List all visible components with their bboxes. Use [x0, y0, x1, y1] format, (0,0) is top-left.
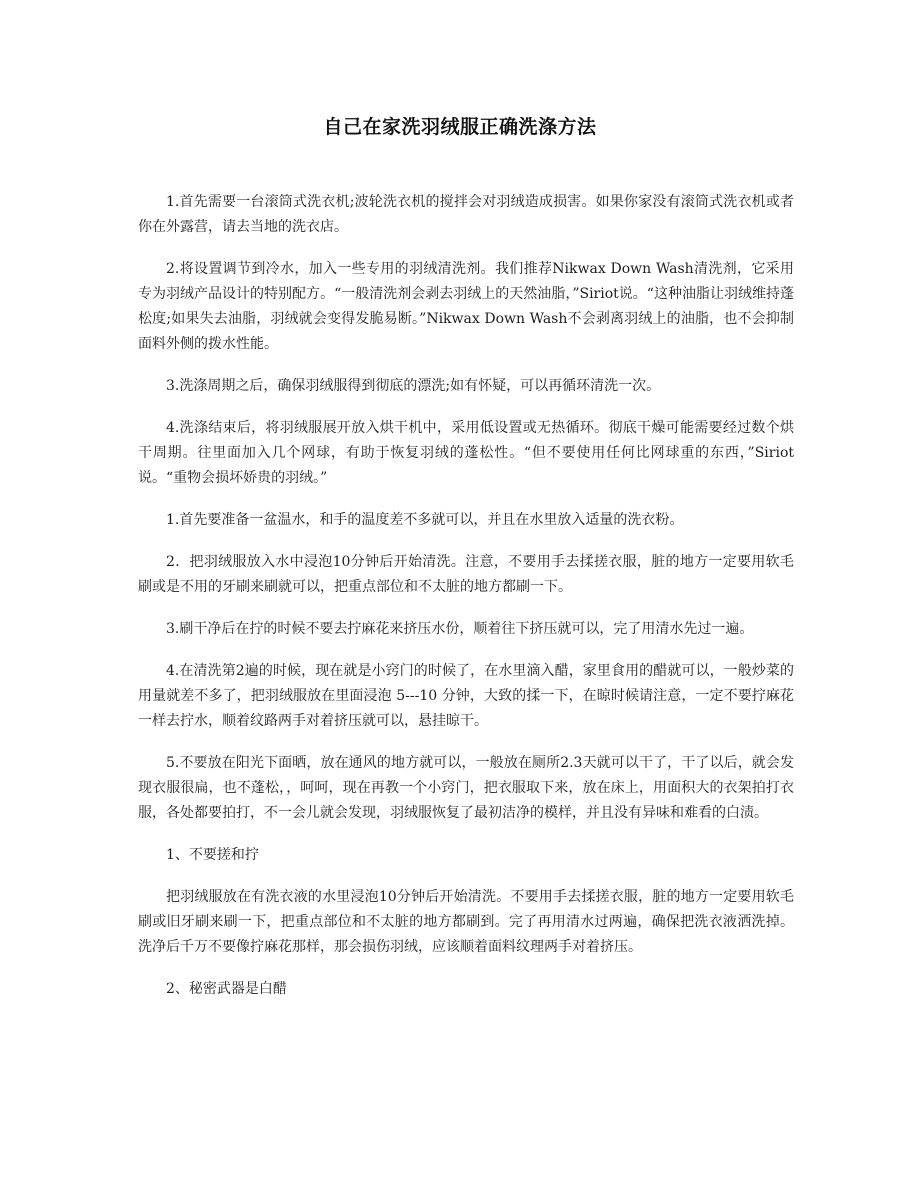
paragraph-drying: 4.洗涤结束后，将羽绒服展开放入烘干机中，采用低设置或无热循环。彻底干燥可能需要经过数个烘干周期。往里面加入几个网球，有助于恢复羽绒的蓬松性。“但不要使用任何比网球重的东西，”Siriot说。“重物会损坏娇贵的羽绒。” — [138, 420, 794, 486]
paragraph-washer-requirement: 1.首先需要一台滚筒式洗衣机;波轮洗衣机的搅拌会对羽绒造成损害。如果你家没有滚筒式洗衣机或者你在外露营，请去当地的洗衣店。 — [138, 194, 794, 235]
paragraph-hand-wash-step-2: 2．把羽绒服放入水中浸泡10分钟后开始清洗。注意，不要用手去揉搓衣服，脏的地方一定要用软毛刷或是不用的牙刷来刷就可以，把重点部位和不太脏的地方都刷一下。 — [138, 554, 794, 595]
paragraph-hand-wash-step-5: 5.不要放在阳光下面晒，放在通风的地方就可以，一般放在厕所2.3天就可以干了，干了以后，就会发现衣服很扁，也不蓬松，，呵呵，现在再教一个小窍门，把衣服取下来，放在床上，用面积大的衣架拍打衣服，各处都要拍打，不一会儿就会发现，羽绒服恢复了最初洁净的模样，并且没有异味和难看的白渍。 — [138, 755, 794, 821]
paragraph-detergent: 2.将设置调节到冷水，加入一些专用的羽绒清洗剂。我们推荐Nikwax Down Wash清洗剂，它采用专为羽绒产品设计的特别配方。“一般清洗剂会剥去羽绒上的天然油脂，”Siriot说。“这种油脂让羽绒维持蓬松度;如果失去油脂，羽绒就会变得发脆易断。”Nikwax Down Wash不会剥离羽绒上的油脂，也不会抑制面料外侧的拨水性能。 — [138, 261, 794, 352]
document-body — [138, 190, 794, 1019]
paragraph-rinse: 3.洗涤周期之后，确保羽绒服得到彻底的漂洗;如有怀疑，可以再循环清洗一次。 — [166, 378, 661, 394]
paragraph-hand-wash-step-3: 3.刷干净后在拧的时候不要去拧麻花来挤压水份，顺着往下挤压就可以，完了用清水先过一遍。 — [166, 621, 754, 637]
section-heading-no-scrub: 1、不要搓和拧 — [166, 847, 259, 863]
paragraph-hand-wash-step-4: 4.在清洗第2遍的时候，现在就是小窍门的时候了，在水里滴入醋，家里食用的醋就可以，一般炒菜的用量就差不多了，把羽绒服放在里面浸泡 5---10 分钟，大致的揉一下，在晾时候请注意，一定不要拧麻花一样去拧水，顺着纹路两手对着挤压就可以，悬挂晾干。 — [138, 663, 794, 729]
document-title: 自己在家洗羽绒服正确洗涤方法 — [323, 116, 597, 138]
section-heading-white-vinegar: 2、秘密武器是白醋 — [166, 981, 287, 997]
paragraph-no-scrub-detail: 把羽绒服放在有洗衣液的水里浸泡10分钟后开始清洗。不要用手去揉搓衣服，脏的地方一定要用软毛刷或旧牙刷来刷一下，把重点部位和不太脏的地方都刷到。完了再用清水过两遍，确保把洗衣液洒洗掉。洗净后千万不要像拧麻花那样，那会损伤羽绒，应该顺着面料纹理两手对着挤压。 — [138, 889, 794, 955]
paragraph-hand-wash-step-1: 1.首先要准备一盆温水，和手的温度差不多就可以，并且在水里放入适量的洗衣粉。 — [166, 512, 684, 528]
